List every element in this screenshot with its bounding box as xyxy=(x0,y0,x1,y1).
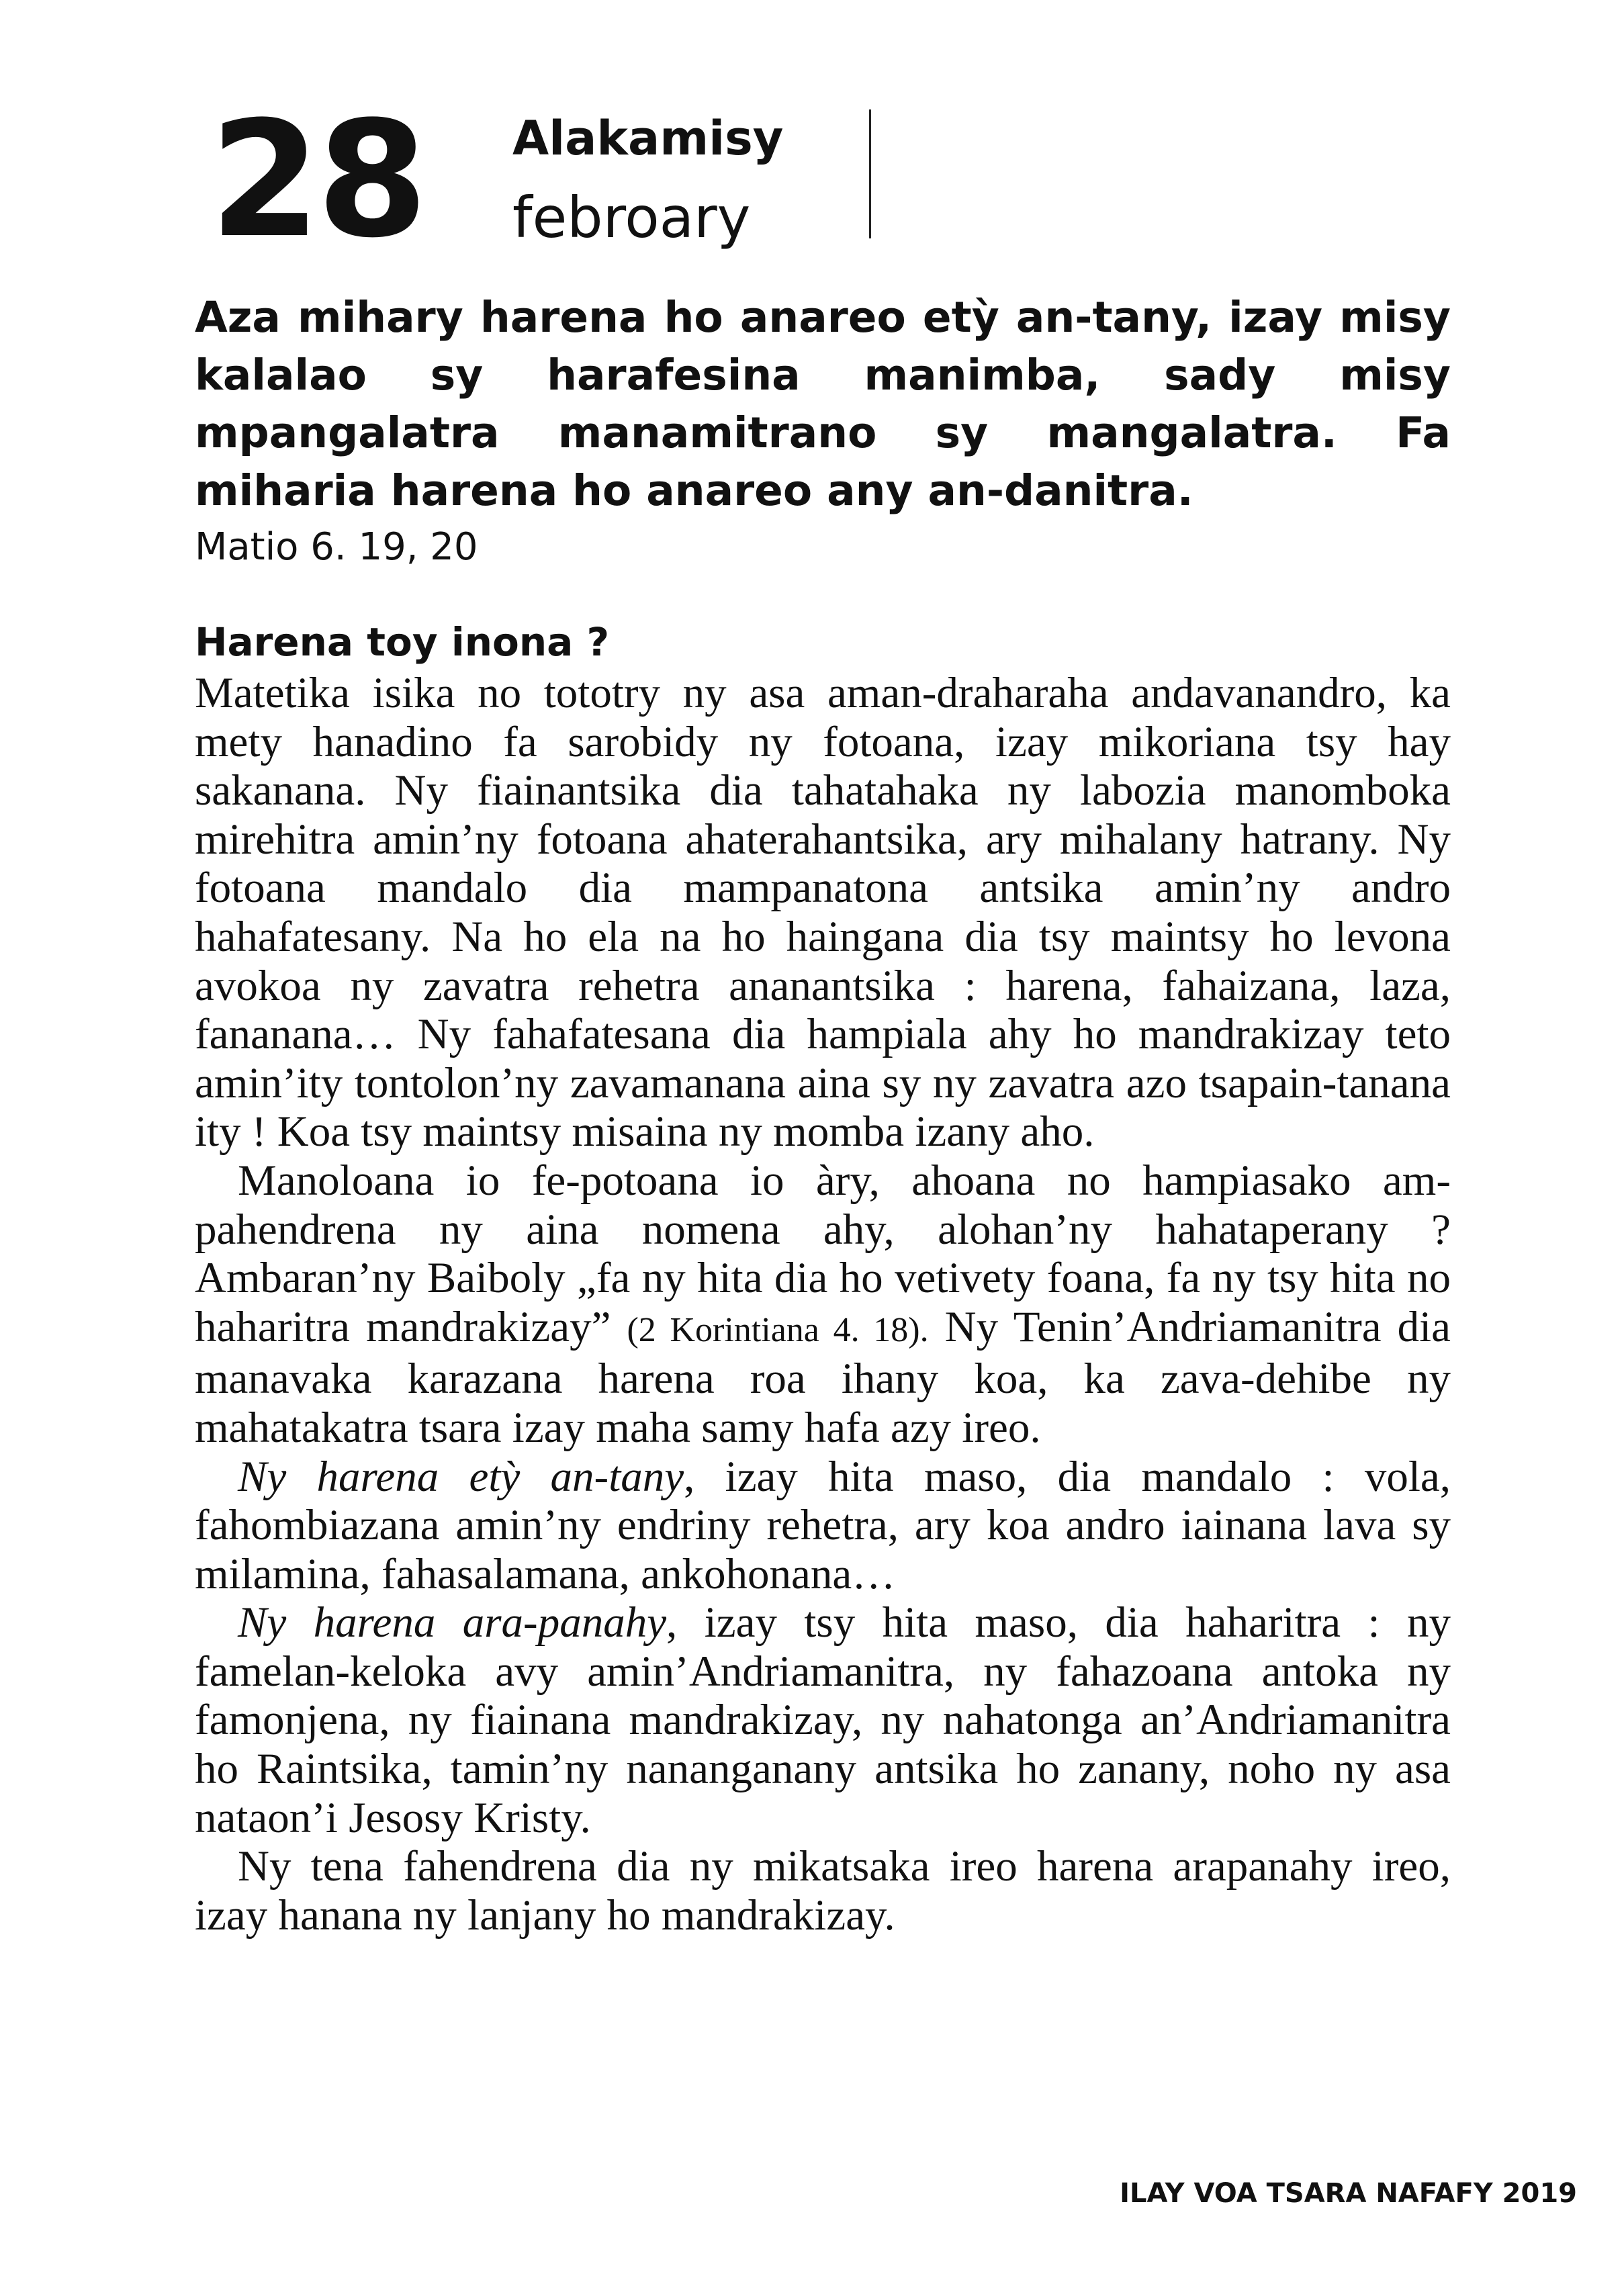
day-number: 28 xyxy=(210,87,424,273)
paragraph-5: Ny tena fahendrena dia ny mikatsaka ireo harena arapanahy ireo, izay hanana ny lanjany ho mandrakizay. xyxy=(195,1842,1451,1940)
header-divider xyxy=(869,109,871,238)
article-body xyxy=(195,669,1451,1940)
paragraph-3-text: , izay hita maso, dia mandalo : vola, fahombiazana amin’ny endriny rehetra, ary koa andro iainana lava sy milamina, fahasalamana, ankohonana… xyxy=(195,1452,1451,1598)
paragraph-3 xyxy=(195,1453,1451,1599)
paragraph-4-emphasis: Ny harena ara-panahy xyxy=(238,1598,667,1647)
scripture-citation: (2 Korintiana 4. 18). xyxy=(627,1310,929,1349)
paragraph-4 xyxy=(195,1598,1451,1842)
page-footer: ILAY VOA TSARA NAFAFY 2019 xyxy=(1120,2178,1577,2209)
paragraph-4-text: , izay tsy hita maso, dia haharitra : ny famelan-keloka avy amin’Andriamanitra, ny fahazoana antoka ny famonjena, ny fiainana mandrakizay, ny nahatonga an’Andriamanitra ho Raintsika, tamin’ny nananganany antsika ho zanany, noho ny asa nataon’i Jesosy Kristy. xyxy=(195,1598,1451,1842)
paragraph-2 xyxy=(195,1156,1451,1453)
paragraph-3-emphasis: Ny harena etỳ an-tany xyxy=(238,1452,684,1501)
bible-verse: Aza mihary harena ho anareo etỳ an-tany, izay misy kalalao sy harafesina manimba, sady misy mpangalatra manamitrano sy mangalatra. Fa miharia harena ho anareo any an-danitra. xyxy=(195,293,1451,515)
paragraph-2-continuation: Ny Tenin’Andriamanitra dia manavaka karazana harena roa ihany koa, ka zava-dehibe ny mahatakatra tsara izay maha samy hafa azy ireo. xyxy=(195,1302,1451,1452)
month-label: febroary xyxy=(512,185,751,251)
article-title: Harena toy inona ? xyxy=(195,619,610,665)
paragraph-1: Matetika isika no tototry ny asa aman-draharaha andavanandro, ka mety hanadino fa sarobidy ny fotoana, izay mikoriana tsy hay sakanana. Ny fiainantsika dia tahatahaka ny labozia manomboka mirehitra amin’ny fotoana ahaterahantsika, ary mihalany hatrany. Ny fotoana mandalo dia mampanatona antsika amin’ny andro hahafatesany. Na ho ela na ho haingana dia tsy maintsy ho levona avokoa ny zavatra rehetra ananantsika : harena, fahaizana, laza, fananana… Ny fahafatesana dia hampiala ahy ho mandrakizay teto amin’ity tontolon’ny zavamanana aina sy ny zavatra azo tsapain-tanana ity ! Koa tsy maintsy misaina ny momba izany aho. xyxy=(195,669,1451,1156)
verse-reference: Matio 6. 19, 20 xyxy=(195,525,478,569)
paragraph-2-text: Manoloana io fe-potoana io àry, ahoana no hampiasako am-pahendrena ny aina nomena ahy, alohan’ny hahataperany ? Ambaran’ny Baiboly „fa ny hita dia ho vetivety foana, fa ny tsy hita no haharitra mandrakizay” xyxy=(195,1156,1451,1351)
weekday-label: Alakamisy xyxy=(512,111,784,166)
